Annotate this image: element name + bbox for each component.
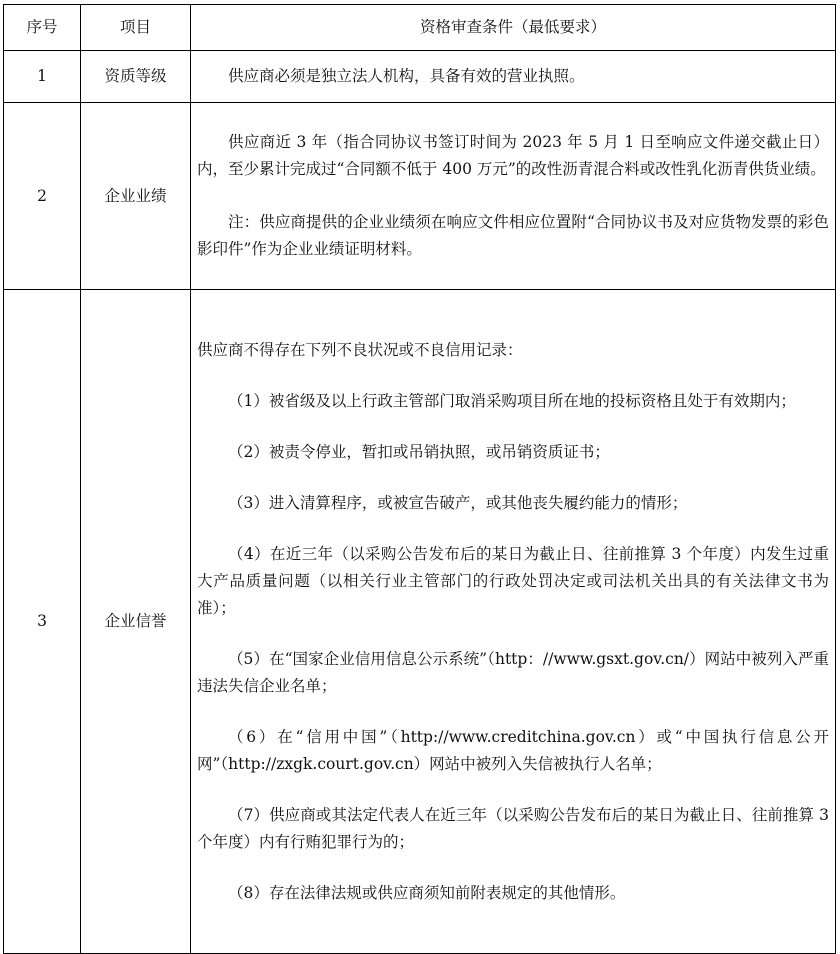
header-no: 序号 (4, 5, 81, 51)
row-requirement (191, 290, 836, 954)
header-requirement: 资格审查条件（最低要求） (191, 5, 836, 51)
requirement-paragraph: 供应商近 3 年（指合同协议书签订时间为 2023 年 5 月 1 日至响应文件递交截止日）内，至少累计完成过“合同额不低于 400 万元”的改性沥青混合料或改性乳化沥青供货业绩。 (197, 133, 829, 178)
qualification-table (3, 4, 836, 954)
requirement-note: 注：供应商提供的企业业绩须在响应文件相应位置附“合同协议书及对应货物发票的彩色影印件”作为企业业绩证明材料。 (197, 213, 829, 258)
row-number: 1 (4, 51, 81, 103)
row-requirement (191, 103, 836, 290)
table-header-row (4, 5, 836, 51)
table-row (4, 51, 836, 103)
requirement-clause-6: （6）在“信用中国”（http://www.creditchina.gov.cn）或“中国执行信息公开网”（http://zxgk.court.gov.cn）网站中被列入失信被执行人名单； (197, 727, 829, 773)
requirement-clause-3: （3）进入清算程序，或被宣告破产，或其他丧失履约能力的情形； (228, 493, 688, 512)
row-number: 2 (4, 103, 81, 290)
requirement-clause-8: （8）存在法律法规或供应商须知前附表规定的其他情形。 (228, 883, 626, 902)
requirement-intro: 供应商不得存在下列不良状况或不良信用记录： (197, 340, 523, 359)
requirement-clause-2: （2）被责令停业，暂扣或吊销执照，或吊销资质证书； (228, 442, 610, 461)
row-number: 3 (4, 290, 81, 954)
row-item: 企业业绩 (81, 103, 191, 290)
table-row (4, 290, 836, 954)
requirement-clause-5: （5）在“国家企业信用信息公示系统”（http：//www.gsxt.gov.cn/）网站中被列入严重违法失信企业名单； (197, 649, 829, 695)
requirement-clause-1: （1）被省级及以上行政主管部门取消采购项目所在地的投标资格且处于有效期内； (228, 391, 796, 410)
row-item: 资质等级 (81, 51, 191, 103)
row-requirement (191, 51, 836, 103)
requirement-clause-7: （7）供应商或其法定代表人在近三年（以采购公告发布后的某日为截止日、往前推算 3 个年度）内有行贿犯罪行为的； (197, 805, 829, 851)
header-item: 项目 (81, 5, 191, 51)
table-row (4, 103, 836, 290)
requirement-clause-4: （4）在近三年（以采购公告发布后的某日为截止日、往前推算 3 个年度）内发生过重大产品质量问题（以相关行业主管部门的行政处罚决定或司法机关出具的有关法律文书为准）； (197, 544, 829, 617)
requirement-paragraph: 供应商必须是独立法人机构，具备有效的营业执照。 (228, 67, 585, 85)
row-item: 企业信誉 (81, 290, 191, 954)
